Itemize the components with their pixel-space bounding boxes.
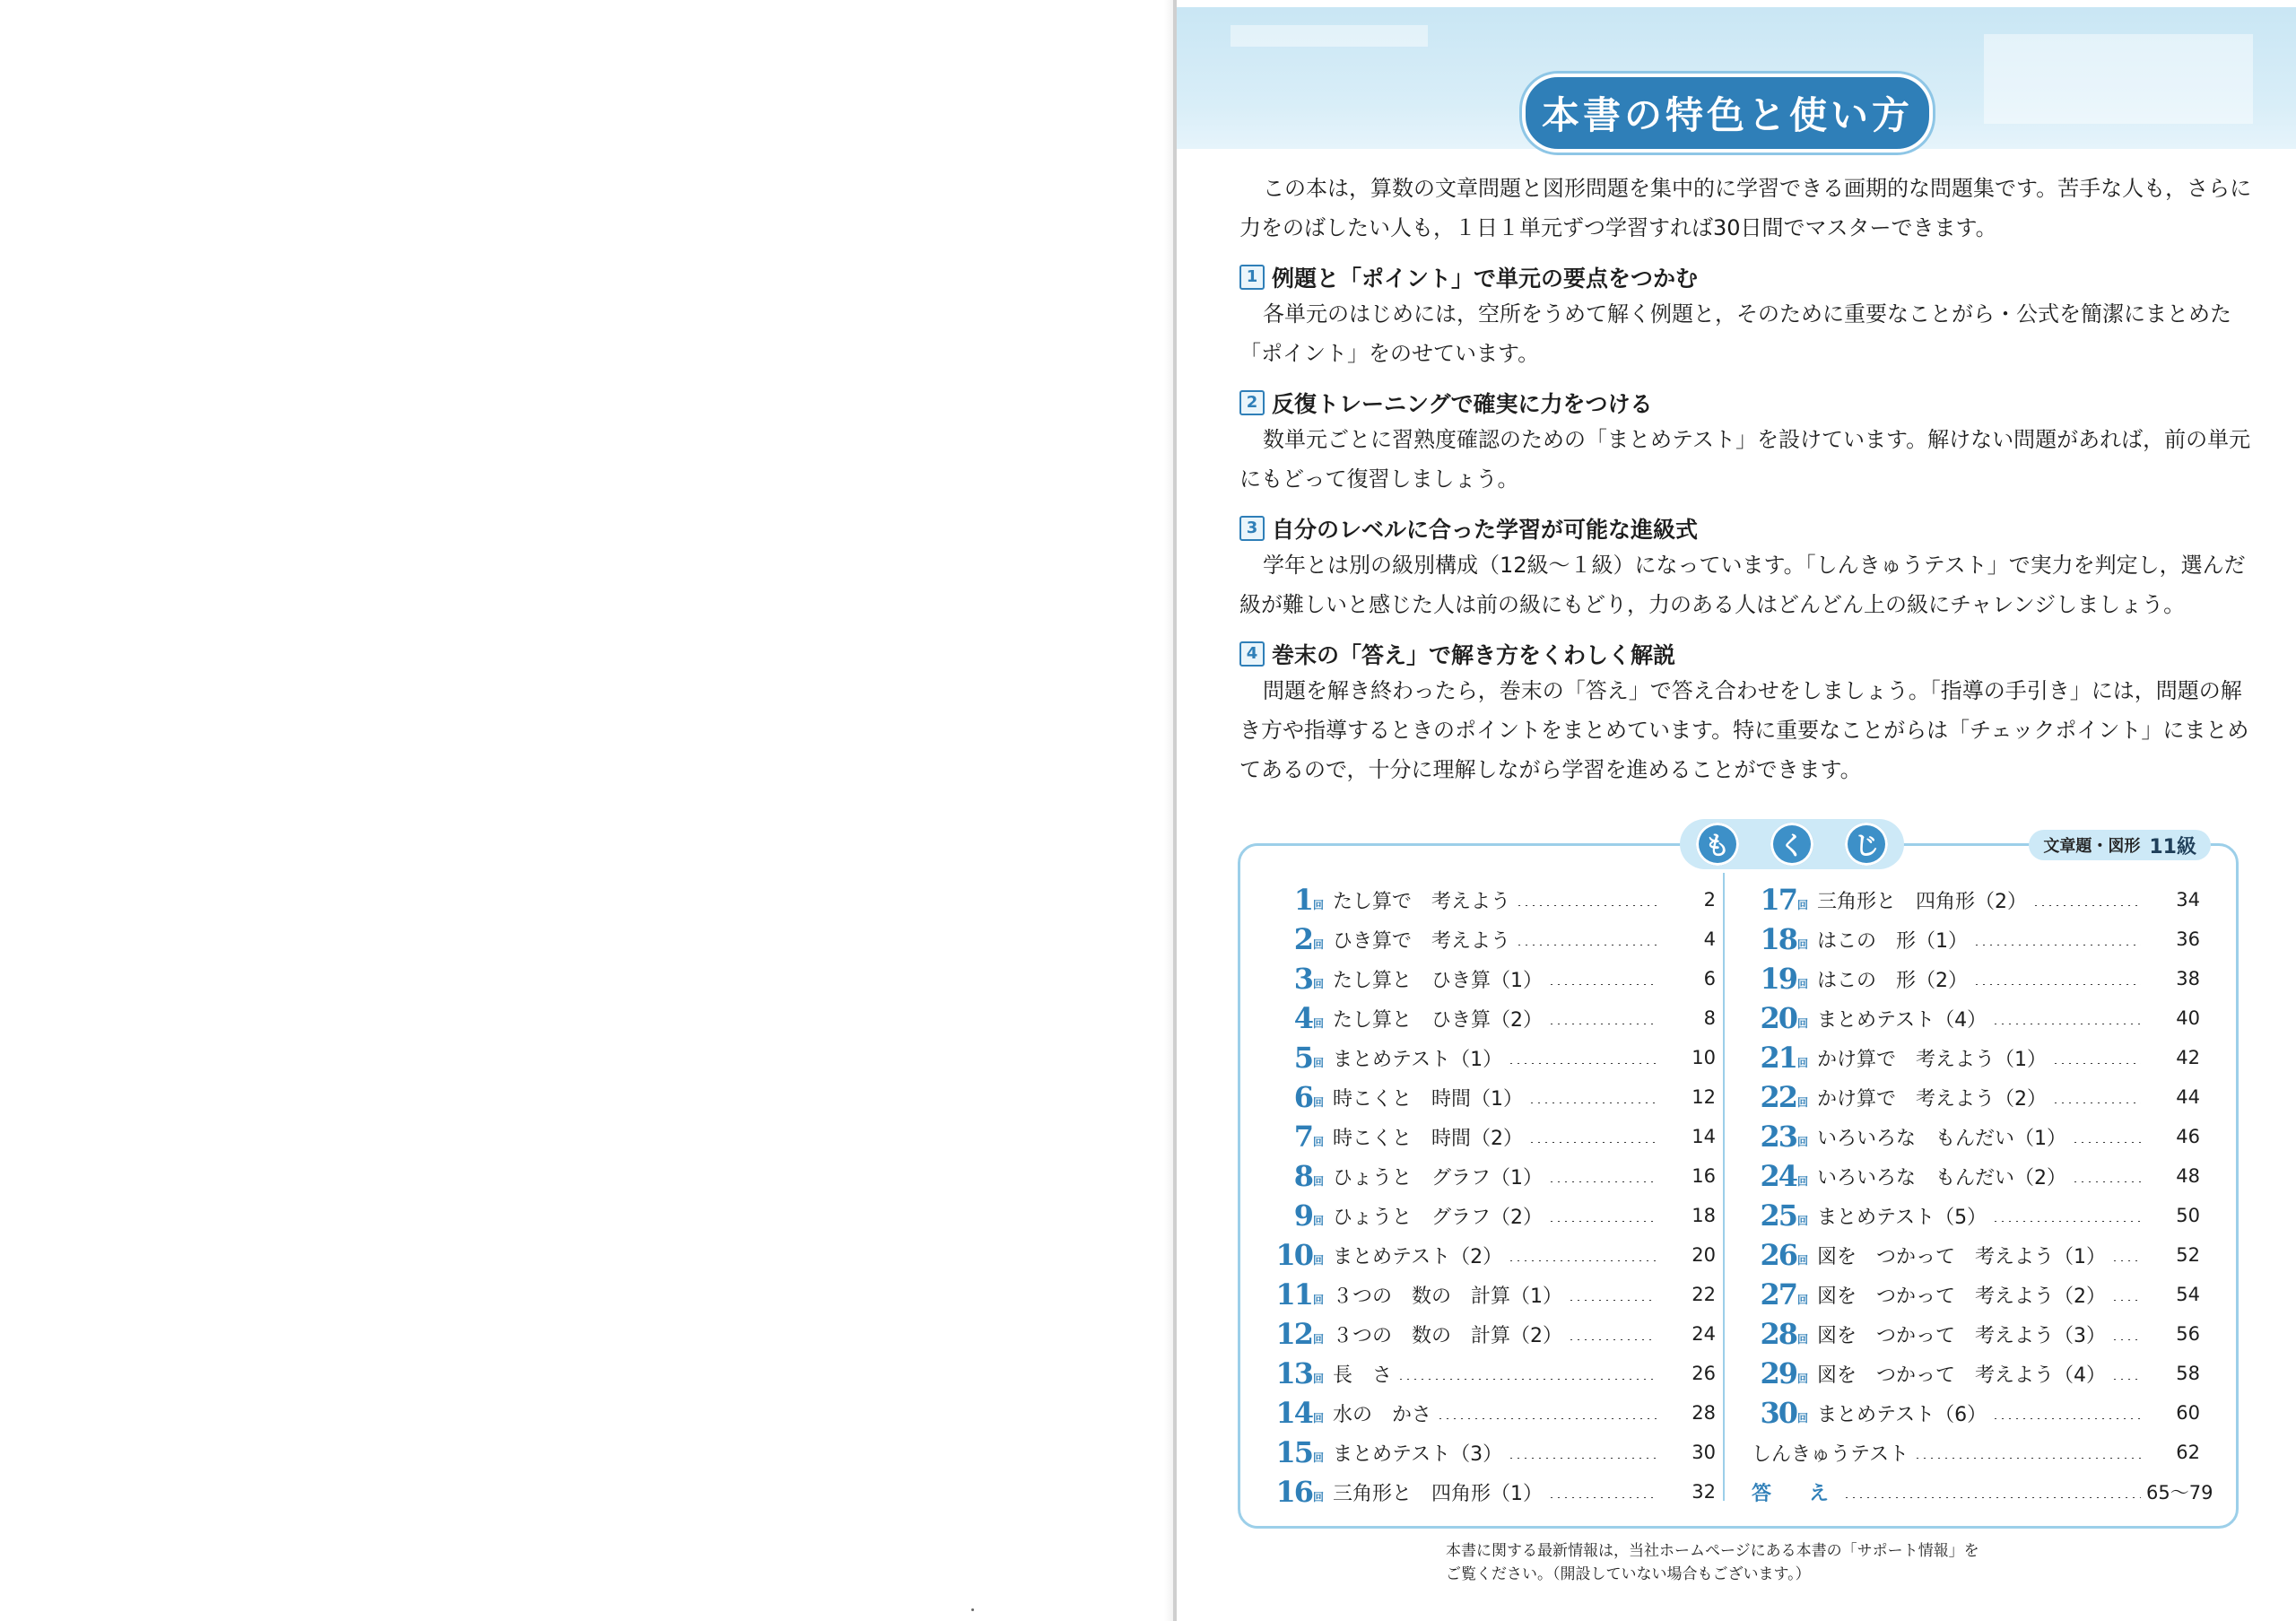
toc-entry[interactable] — [1752, 1117, 2200, 1156]
toc-entry-number: 9 — [1293, 1198, 1312, 1233]
toc-entry-title: 図を つかって 考えよう（4） — [1817, 1364, 2107, 1387]
toc-entry-number: 24 — [1760, 1159, 1796, 1193]
toc-dot-leader — [2111, 1378, 2141, 1380]
toc-entry[interactable] — [1267, 1196, 1716, 1235]
toc-dot-leader — [1508, 1062, 1657, 1064]
toc-entry-page: 26 — [1692, 1363, 1716, 1384]
toc-entry[interactable] — [1752, 1354, 2200, 1393]
toc-entry-title: 図を つかって 考えよう（1） — [1817, 1245, 2107, 1268]
toc-entry-kai: 回 — [1797, 1332, 1809, 1346]
toc-entry-page: 58 — [2176, 1363, 2200, 1384]
toc-entry-page: 34 — [2176, 889, 2200, 911]
toc-dot-leader — [1397, 1378, 1657, 1380]
feature-section-3 — [1239, 511, 2262, 624]
toc-entry-title: 時こくと 時間（2） — [1333, 1127, 1524, 1150]
toc-entry-kai: 回 — [1797, 1174, 1809, 1188]
toc-entry-title: 時こくと 時間（1） — [1333, 1087, 1524, 1111]
toc-entry-kai: 回 — [1313, 1174, 1325, 1188]
toc-dot-leader — [1548, 1181, 1657, 1182]
toc-dot-leader — [1548, 1023, 1657, 1024]
toc-entry-number: 4 — [1293, 1001, 1312, 1035]
toc-entry[interactable] — [1752, 1472, 2213, 1512]
toc-entry-number: 10 — [1275, 1238, 1312, 1272]
toc-entry-kai: 回 — [1797, 1253, 1809, 1267]
gutter-shadow — [1164, 0, 1173, 1621]
feature-section-2 — [1239, 386, 2262, 499]
section-body: 学年とは別の級別構成（12級～１級）になっています。「しんきゅうテスト」で実力を判定し，選んだ級が難しいと感じた人は前の級にもどり，力のある人はどんどん上の級にチャレンジしましょう。 — [1239, 553, 2246, 617]
toc-entry-page: 32 — [1692, 1481, 1716, 1503]
toc-entry-number: 6 — [1293, 1080, 1312, 1114]
level-badge-level: 11級 — [2149, 835, 2196, 858]
toc-entry-page: 65～79 — [2146, 1482, 2213, 1503]
toc-dot-leader — [1548, 983, 1657, 985]
toc-entry[interactable] — [1267, 1077, 1716, 1117]
toc-entry-kai: 回 — [1797, 1056, 1809, 1069]
toc-entry[interactable] — [1267, 1472, 1716, 1512]
toc-entry[interactable] — [1752, 919, 2200, 959]
toc-entry-kai: 回 — [1313, 1016, 1325, 1030]
toc-entry-page: 48 — [2176, 1165, 2200, 1187]
toc-entry-number: 21 — [1760, 1041, 1796, 1075]
toc-entry-title: 長 さ — [1333, 1364, 1393, 1387]
level-badge — [2029, 830, 2211, 860]
toc-entry[interactable] — [1752, 1393, 2200, 1433]
toc-entry-title: はこの 形（1） — [1817, 929, 1969, 953]
toc-entry-number: 19 — [1760, 962, 1796, 996]
page-title-plaque — [1522, 74, 1933, 153]
toc-title-char: く — [1770, 823, 1813, 866]
toc-entry-number: 28 — [1760, 1317, 1796, 1351]
toc-dot-leader — [2032, 904, 2141, 906]
toc-entry-title: 三角形と 四角形（2） — [1817, 890, 2028, 913]
toc-entry-title: まとめテスト（3） — [1333, 1442, 1503, 1466]
toc-entry-number: 12 — [1275, 1317, 1312, 1351]
toc-dot-leader — [1437, 1417, 1657, 1419]
toc-entry-title: ３つの 数の 計算（2） — [1333, 1324, 1563, 1347]
toc-entry-title: ３つの 数の 計算（1） — [1333, 1285, 1563, 1308]
toc-entry-number: 25 — [1760, 1198, 1796, 1233]
footnote — [1446, 1539, 2074, 1586]
feature-section-1 — [1239, 260, 2262, 373]
intro-paragraph: この本は，算数の文章問題と図形問題を集中的に学習できる画期的な問題集です。苦手な人も，さらに力をのばしたい人も，１日１単元ずつ学習すれば30日間でマスターできます。 — [1239, 176, 2252, 240]
toc-entry-page: 18 — [1692, 1205, 1716, 1226]
toc-entry-page: 40 — [2176, 1007, 2200, 1029]
header-band — [1177, 7, 2296, 149]
toc-entry-number: 20 — [1760, 1001, 1796, 1035]
toc-entry-number: 13 — [1275, 1356, 1312, 1390]
toc-entry[interactable] — [1752, 1196, 2200, 1235]
toc-entry[interactable] — [1267, 1038, 1716, 1077]
toc-entry-number: 5 — [1293, 1041, 1312, 1075]
toc-entry-kai: 回 — [1797, 1293, 1809, 1306]
toc-entry-page: 14 — [1692, 1126, 1716, 1147]
toc-entry[interactable] — [1752, 1077, 2200, 1117]
toc-entry-title: ひょうと グラフ（2） — [1333, 1206, 1544, 1229]
toc-entry[interactable] — [1752, 1314, 2200, 1354]
faint-background-strip — [1231, 25, 1428, 47]
toc-left-column — [1267, 880, 1716, 1512]
scan-speck — [971, 1608, 974, 1611]
footnote-line: 本書に関する最新情報は，当社ホームページにある本書の「サポート情報」を — [1446, 1542, 1979, 1560]
toc-entry-kai: 回 — [1313, 1214, 1325, 1227]
toc-entry[interactable] — [1267, 1354, 1716, 1393]
toc-entry-number: 8 — [1293, 1159, 1312, 1193]
toc-entry-title: まとめテスト（4） — [1817, 1008, 1987, 1032]
toc-dot-leader — [1973, 944, 2141, 946]
toc-entry-kai: 回 — [1313, 937, 1325, 951]
section-body: 各単元のはじめには，空所をうめて解く例題と，そのために重要なことがら・公式を簡潔にまとめた「ポイント」をのせています。 — [1239, 301, 2231, 366]
section-heading — [1239, 260, 2262, 294]
toc-entry-title: 水の かさ — [1333, 1403, 1432, 1426]
toc-entry-kai: 回 — [1313, 977, 1325, 990]
toc-entry-page: 12 — [1692, 1086, 1716, 1108]
toc-entry-kai: 回 — [1797, 937, 1809, 951]
toc-dot-leader — [1528, 1102, 1657, 1103]
toc-entry-page: 28 — [1692, 1402, 1716, 1424]
toc-entry-kai: 回 — [1797, 898, 1809, 911]
section-number-box: 1 — [1239, 265, 1265, 290]
toc-entry-number: 15 — [1275, 1435, 1312, 1469]
toc-entry-title: 三角形と 四角形（1） — [1333, 1482, 1544, 1505]
toc-entry-page: 50 — [2176, 1205, 2200, 1226]
toc-entry-kai: 回 — [1313, 1332, 1325, 1346]
toc-title — [1680, 819, 1904, 869]
toc-entry-page: 4 — [1703, 928, 1716, 950]
toc-entry-page: 36 — [2176, 928, 2200, 950]
toc-entry-title: まとめテスト（6） — [1817, 1403, 1987, 1426]
toc-dot-leader — [1992, 1220, 2141, 1222]
toc-entry-number: 23 — [1760, 1120, 1796, 1154]
toc-dot-leader — [1992, 1023, 2141, 1024]
toc-entry[interactable] — [1752, 880, 2200, 919]
toc-entry-page: 44 — [2176, 1086, 2200, 1108]
toc-entry-title: たし算と ひき算（2） — [1333, 1008, 1544, 1032]
toc-entry[interactable] — [1752, 1275, 2200, 1314]
toc-entry-kai: 回 — [1313, 1253, 1325, 1267]
toc-entry-number: 29 — [1760, 1356, 1796, 1390]
toc-entry-title: まとめテスト（1） — [1333, 1048, 1503, 1071]
toc-entry-title: しんきゅうテスト — [1752, 1442, 1909, 1466]
toc-entry-kai: 回 — [1313, 1135, 1325, 1148]
toc-entry-kai: 回 — [1797, 1016, 1809, 1030]
toc-entry[interactable] — [1267, 880, 1716, 919]
toc-entry[interactable] — [1752, 998, 2200, 1038]
toc-entry-title: たし算で 考えよう — [1333, 890, 1511, 913]
toc-entry-number: 26 — [1760, 1238, 1796, 1272]
toc-entry[interactable] — [1267, 1156, 1716, 1196]
toc-dot-leader — [1516, 944, 1657, 946]
toc-entry-title: はこの 形（2） — [1817, 969, 1969, 992]
toc-entry-page: 42 — [2176, 1047, 2200, 1068]
section-number-box: 3 — [1239, 516, 1265, 541]
section-heading — [1239, 637, 2262, 671]
toc-entry-title: いろいろな もんだい（1） — [1817, 1127, 2067, 1150]
section-heading-text: 自分のレベルに合った学習が可能な進級式 — [1272, 517, 1699, 543]
toc-entry-page: 20 — [1692, 1244, 1716, 1266]
toc-entry[interactable] — [1267, 919, 1716, 959]
faint-background-block — [1984, 34, 2253, 124]
toc-right-column — [1752, 880, 2213, 1512]
level-badge-label: 文章題・図形 — [2043, 837, 2141, 856]
toc-entry-title: たし算と ひき算（1） — [1333, 969, 1544, 992]
toc-entry-page: 56 — [2176, 1323, 2200, 1345]
section-heading-text: 巻末の「答え」で解き方をくわしく解説 — [1272, 642, 1676, 668]
toc-entry-number: 11 — [1275, 1277, 1312, 1312]
toc-dot-leader — [1508, 1259, 1657, 1261]
intro-block — [1239, 161, 2253, 248]
section-body: 数単元ごとに習熟度確認のための「まとめテスト」を設けています。解けない問題があれば，前の単元にもどって復習しましょう。 — [1239, 427, 2251, 492]
toc-entry-title: 図を つかって 考えよう（3） — [1817, 1324, 2107, 1347]
toc-entry-number: 18 — [1760, 922, 1796, 956]
toc-entry[interactable] — [1267, 1235, 1716, 1275]
toc-dot-leader — [1528, 1141, 1657, 1143]
section-heading-text: 例題と「ポイント」で単元の要点をつかむ — [1272, 266, 1699, 292]
toc-entry-page: 30 — [1692, 1442, 1716, 1463]
toc-entry[interactable] — [1267, 959, 1716, 998]
toc-entry-title: かけ算で 考えよう（1） — [1817, 1048, 2048, 1071]
toc-entry-kai: 回 — [1797, 977, 1809, 990]
toc-entry[interactable] — [1752, 1235, 2200, 1275]
toc-entry[interactable] — [1267, 1393, 1716, 1433]
section-number-box: 4 — [1239, 641, 1265, 667]
toc-entry-number: 2 — [1293, 922, 1312, 956]
toc-entry-kai: 回 — [1313, 1372, 1325, 1385]
toc-entry-title: 答 え — [1752, 1482, 1839, 1505]
toc-entry-number: 16 — [1275, 1475, 1312, 1509]
footnote-line: ご覧ください。（開設していない場合もございます。） — [1446, 1565, 1811, 1583]
toc-entry-page: 8 — [1703, 1007, 1716, 1029]
toc-entry-kai: 回 — [1797, 1135, 1809, 1148]
toc-title-char: も — [1696, 823, 1739, 866]
toc-entry-title: ひょうと グラフ（1） — [1333, 1166, 1544, 1190]
toc-entry-kai: 回 — [1313, 1490, 1325, 1503]
toc-dot-leader — [1568, 1299, 1657, 1301]
toc-dot-leader — [2072, 1141, 2141, 1143]
toc-entry-page: 52 — [2176, 1244, 2200, 1266]
toc-entry-kai: 回 — [1797, 1095, 1809, 1109]
toc-dot-leader — [1973, 983, 2141, 985]
toc-dot-leader — [1992, 1417, 2141, 1419]
toc-dot-leader — [1508, 1457, 1657, 1459]
toc-dot-leader — [2072, 1181, 2141, 1182]
toc-entry-number: 30 — [1760, 1396, 1796, 1430]
section-heading — [1239, 386, 2262, 420]
toc-dot-leader — [1843, 1496, 2141, 1498]
toc-dot-leader — [1548, 1220, 1657, 1222]
toc-dot-leader — [2052, 1062, 2141, 1064]
toc-entry-kai: 回 — [1313, 898, 1325, 911]
toc-dot-leader — [2052, 1102, 2141, 1103]
section-body: 問題を解き終わったら，巻末の「答え」で答え合わせをしましょう。「指導の手引き」には，問題の解き方や指導するときのポイントをまとめています。特に重要なことがらは「チェックポイント」にまとめてあるので，十分に理解しながら学習を進めることができます。 — [1239, 678, 2249, 782]
toc-entry-title: まとめテスト（2） — [1333, 1245, 1503, 1268]
toc-entry-title: 図を つかって 考えよう（2） — [1817, 1285, 2107, 1308]
toc-entry-number: 1 — [1293, 883, 1312, 917]
table-of-contents — [1238, 831, 2239, 1529]
toc-entry-kai: 回 — [1313, 1411, 1325, 1425]
toc-entry-number: 22 — [1760, 1080, 1796, 1114]
toc-entry-kai: 回 — [1313, 1095, 1325, 1109]
toc-title-char: じ — [1845, 823, 1888, 866]
section-heading-text: 反復トレーニングで確実に力をつける — [1272, 391, 1653, 417]
toc-entry-kai: 回 — [1797, 1372, 1809, 1385]
toc-entry[interactable] — [1267, 1275, 1716, 1314]
toc-entry[interactable] — [1267, 998, 1716, 1038]
toc-entry-number: 17 — [1760, 883, 1796, 917]
toc-dot-leader — [1914, 1457, 2141, 1459]
toc-entry-page: 38 — [2176, 968, 2200, 989]
toc-entry-kai: 回 — [1313, 1293, 1325, 1306]
section-number-box: 2 — [1239, 390, 1265, 415]
toc-entry[interactable] — [1752, 959, 2200, 998]
page-title: 本書の特色と使い方 — [1541, 93, 1913, 137]
toc-entry[interactable] — [1752, 1038, 2200, 1077]
toc-entry-page: 54 — [2176, 1284, 2200, 1305]
toc-entry[interactable] — [1267, 1433, 1716, 1472]
toc-entry-number: 7 — [1293, 1120, 1312, 1154]
toc-entry-title: かけ算で 考えよう（2） — [1817, 1087, 2048, 1111]
section-heading — [1239, 511, 2262, 545]
feature-section-4 — [1239, 637, 2262, 789]
toc-entry-kai: 回 — [1797, 1214, 1809, 1227]
toc-entry-page: 60 — [2176, 1402, 2200, 1424]
toc-entry-page: 22 — [1692, 1284, 1716, 1305]
toc-entry-number: 14 — [1275, 1396, 1312, 1430]
toc-dot-leader — [2111, 1338, 2141, 1340]
toc-dot-leader — [1516, 904, 1657, 906]
toc-entry[interactable] — [1267, 1117, 1716, 1156]
toc-dot-leader — [1548, 1496, 1657, 1498]
toc-entry-number: 3 — [1293, 962, 1312, 996]
toc-entry[interactable] — [1752, 1156, 2200, 1196]
toc-entry-page: 62 — [2176, 1442, 2200, 1463]
toc-entry-title: まとめテスト（5） — [1817, 1206, 1987, 1229]
toc-column-divider — [1723, 873, 1725, 1501]
toc-entry-number: 27 — [1760, 1277, 1796, 1312]
right-page — [1177, 0, 2296, 1621]
toc-dot-leader — [2111, 1259, 2141, 1261]
toc-entry-page: 16 — [1692, 1165, 1716, 1187]
toc-entry-kai: 回 — [1313, 1451, 1325, 1464]
toc-dot-leader — [1568, 1338, 1657, 1340]
toc-entry-title: いろいろな もんだい（2） — [1817, 1166, 2067, 1190]
toc-entry-page: 10 — [1692, 1047, 1716, 1068]
toc-entry[interactable] — [1267, 1314, 1716, 1354]
toc-entry-kai: 回 — [1313, 1056, 1325, 1069]
toc-entry[interactable] — [1752, 1433, 2200, 1472]
toc-entry-page: 6 — [1703, 968, 1716, 989]
toc-dot-leader — [2111, 1299, 2141, 1301]
toc-entry-title: ひき算で 考えよう — [1333, 929, 1511, 953]
toc-entry-page: 24 — [1692, 1323, 1716, 1345]
toc-entry-kai: 回 — [1797, 1411, 1809, 1425]
toc-entry-page: 2 — [1703, 889, 1716, 911]
toc-entry-page: 46 — [2176, 1126, 2200, 1147]
